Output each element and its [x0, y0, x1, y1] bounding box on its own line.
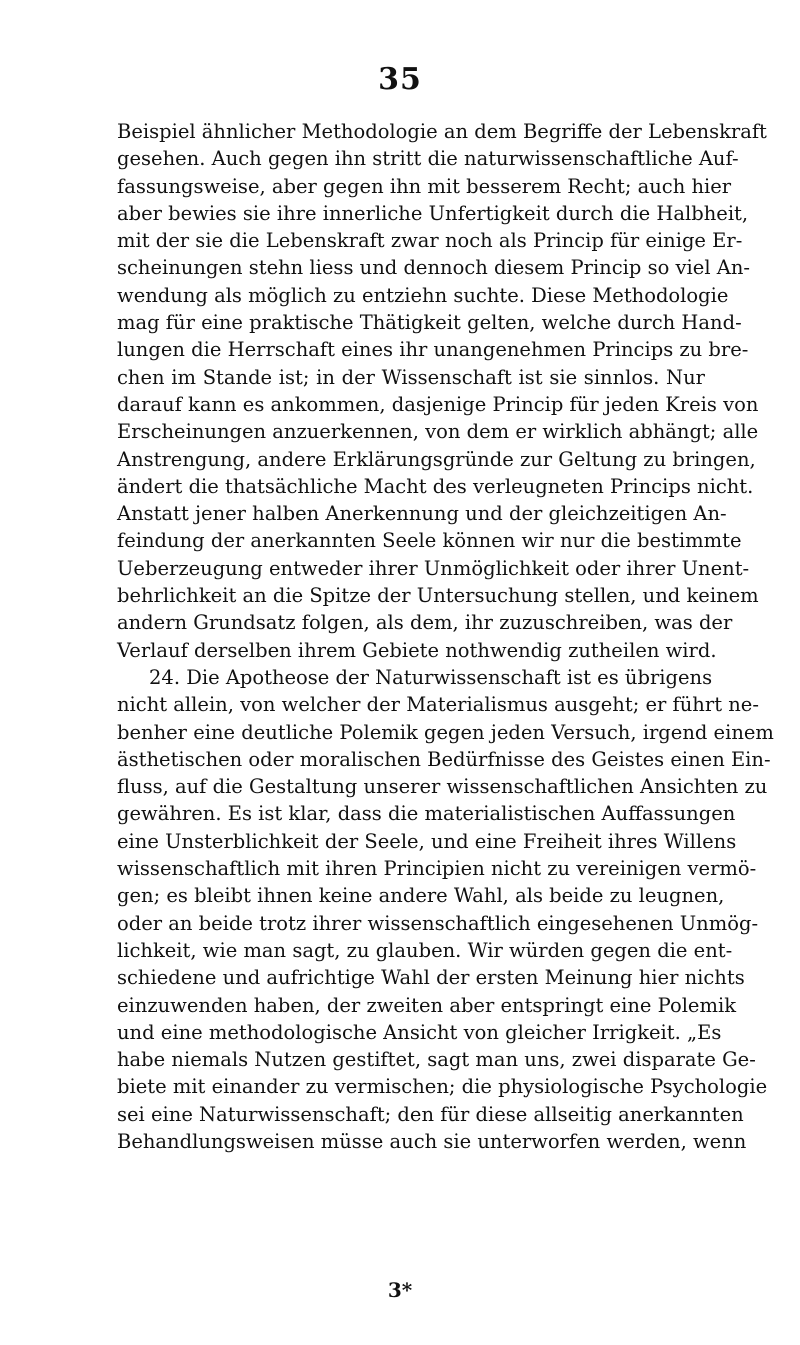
body-text — [117, 118, 774, 1155]
text-line: Ueberzeugung entweder ihrer Unmöglichkeit oder ihrer Unent- — [117, 556, 750, 580]
text-line: darauf kann es ankommen, dasjenige Princip für jeden Kreis von — [117, 392, 759, 416]
printer-signature-mark: 3* — [387, 1278, 413, 1302]
page-number: 35 — [378, 62, 422, 97]
text-line: biete mit einander zu vermischen; die physiologische Psychologie — [117, 1075, 768, 1099]
text-line: Verlauf derselben ihrem Gebiete nothwendig zutheilen wird. — [117, 638, 717, 662]
text-line: Anstatt jener halben Anerkennung und der gleichzeitigen An- — [117, 502, 727, 526]
text-line: benher eine deutliche Polemik gegen jeden Versuch, irgend einem — [117, 720, 774, 744]
text-line: oder an beide trotz ihrer wissenschaftlich eingesehenen Unmög- — [117, 911, 759, 935]
text-line: scheinungen stehn liess und dennoch diesem Princip so viel An- — [117, 256, 750, 280]
text-line: aber bewies sie ihre innerliche Unfertigkeit durch die Halbheit, — [117, 201, 749, 225]
text-line: sei eine Naturwissenschaft; den für diese allseitig anerkannten — [117, 1102, 744, 1126]
text-line: gesehen. Auch gegen ihn stritt die naturwissenschaftliche Auf- — [117, 147, 739, 171]
text-line: fluss, auf die Gestaltung unserer wissenschaftlichen Ansichten zu — [117, 775, 768, 799]
text-line: gen; es bleibt ihnen keine andere Wahl, als beide zu leugnen, — [117, 884, 725, 908]
text-line: lungen die Herrschaft eines ihr unangenehmen Princips zu bre- — [117, 338, 749, 362]
text-line: habe niemals Nutzen gestiftet, sagt man uns, zwei disparate Ge- — [117, 1048, 756, 1072]
text-line: andern Grundsatz folgen, als dem, ihr zuzuschreiben, was der — [117, 611, 733, 635]
text-line: Erscheinungen anzuerkennen, von dem er wirklich abhängt; alle — [117, 420, 759, 444]
text-line: ändert die thatsächliche Macht des verleugneten Princips nicht. — [117, 474, 754, 498]
text-line: eine Unsterblichkeit der Seele, und eine Freiheit ihres Willens — [117, 829, 737, 853]
text-line: Anstrengung, andere Erklärungsgründe zur Geltung zu bringen, — [117, 447, 756, 471]
text-line: behrlichkeit an die Spitze der Untersuchung stellen, und keinem — [117, 584, 759, 608]
text-line: schiedene und aufrichtige Wahl der ersten Meinung hier nichts — [117, 966, 745, 990]
text-line: wendung als möglich zu entziehn suchte. Diese Methodologie — [117, 283, 729, 307]
text-line: und eine methodologische Ansicht von gleicher Irrigkeit. „Es — [117, 1020, 722, 1044]
text-line: mag für eine praktische Thätigkeit gelten, welche durch Hand- — [117, 311, 742, 335]
text-line: lichkeit, wie man sagt, zu glauben. Wir würden gegen die ent- — [117, 938, 733, 962]
text-line: wissenschaftlich mit ihren Principien nicht zu vereinigen vermö- — [117, 857, 757, 881]
text-line: nicht allein, von welcher der Materialismus ausgeht; er führt ne- — [117, 693, 759, 717]
section-start-line: 24. Die Apotheose der Naturwissenschaft ist es übrigens — [149, 665, 713, 689]
text-line: Beispiel ähnlicher Methodologie an dem Begriffe der Lebenskraft — [117, 120, 767, 143]
text-line: chen im Stande ist; in der Wissenschaft ist sie sinnlos. Nur — [117, 365, 705, 389]
text-line: feindung der anerkannten Seele können wir nur die bestimmte — [117, 529, 742, 553]
text-line: Behandlungsweisen müsse auch sie unterworfen werden, wenn — [117, 1129, 747, 1153]
text-line: ästhetischen oder moralischen Bedürfnisse des Geistes einen Ein- — [117, 747, 771, 771]
text-line: einzuwenden haben, der zweiten aber entspringt eine Polemik — [117, 993, 737, 1017]
text-line: mit der sie die Lebenskraft zwar noch als Princip für einige Er- — [117, 229, 743, 253]
text-line: gewähren. Es ist klar, dass die materialistischen Auffassungen — [117, 802, 736, 826]
text-line: fassungsweise, aber gegen ihn mit besserem Recht; auch hier — [117, 174, 732, 198]
